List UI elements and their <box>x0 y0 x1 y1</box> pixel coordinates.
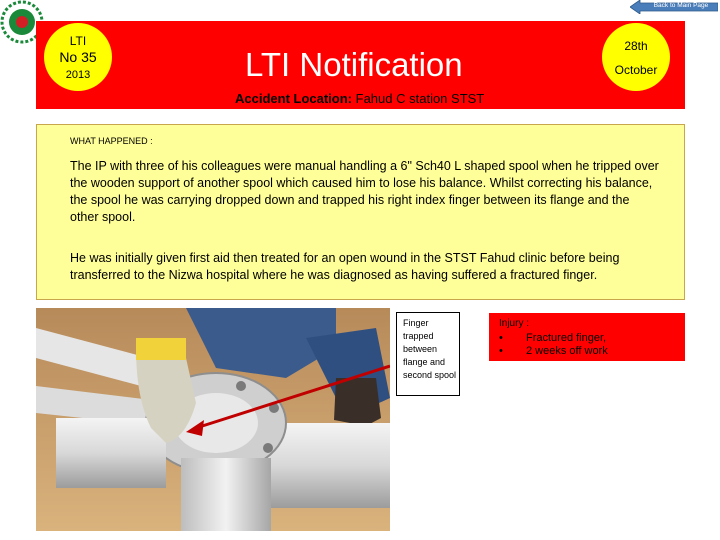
back-button-label: Back to Main Page <box>653 2 709 9</box>
description-line: He was initially given first aid then treated for an open wound in the STST Fahud clinic before being <box>70 251 620 265</box>
lti-number-badge <box>44 23 112 91</box>
date-day: 28th <box>624 39 648 53</box>
back-to-main-page-button[interactable] <box>630 0 718 14</box>
caption-line: flange and <box>403 357 446 367</box>
lti-label: LTI <box>69 34 87 48</box>
what-happened-label: WHAT HAPPENED : <box>70 136 153 146</box>
description-paragraph-1 <box>70 158 680 226</box>
caption-line: between <box>403 344 438 354</box>
description-line: transferred to the Nizwa hospital where he was diagnosed as having suffered a fractured finger. <box>70 268 598 282</box>
accident-location-label: Accident Location: <box>235 91 353 106</box>
accident-location-value: Fahud C station STST <box>355 91 485 106</box>
page-title: LTI Notification <box>245 46 463 83</box>
injury-item-1: Fractured finger, <box>526 332 607 344</box>
caption-line: Finger <box>403 318 429 328</box>
injury-bullet: • <box>499 345 503 357</box>
injury-bullet: • <box>499 332 503 344</box>
description-line: the wooden support of another spool which caused him to lose his balance. Whilst correcting his balance, <box>70 176 653 190</box>
caption-line: trapped <box>403 331 434 341</box>
description-paragraph-2 <box>70 250 680 284</box>
caption-line: second spool <box>403 370 457 380</box>
lti-year: 2013 <box>65 69 91 81</box>
incident-photo <box>36 308 390 531</box>
injury-title: Injury : <box>499 318 530 329</box>
injury-item-2: 2 weeks off work <box>526 345 608 357</box>
date-month: October <box>614 63 658 77</box>
description-line: the spool he was carrying dropped down and trapped his right index finger between its flange and the <box>70 193 630 207</box>
description-line: The IP with three of his colleagues were manual handling a 6" Sch40 L shaped spool when he tripped over <box>70 159 659 173</box>
lti-number: No 35 <box>59 49 97 65</box>
description-line: other spool. <box>70 210 136 224</box>
photo-caption <box>396 312 460 396</box>
accident-location <box>235 91 484 106</box>
date-badge <box>602 23 670 91</box>
